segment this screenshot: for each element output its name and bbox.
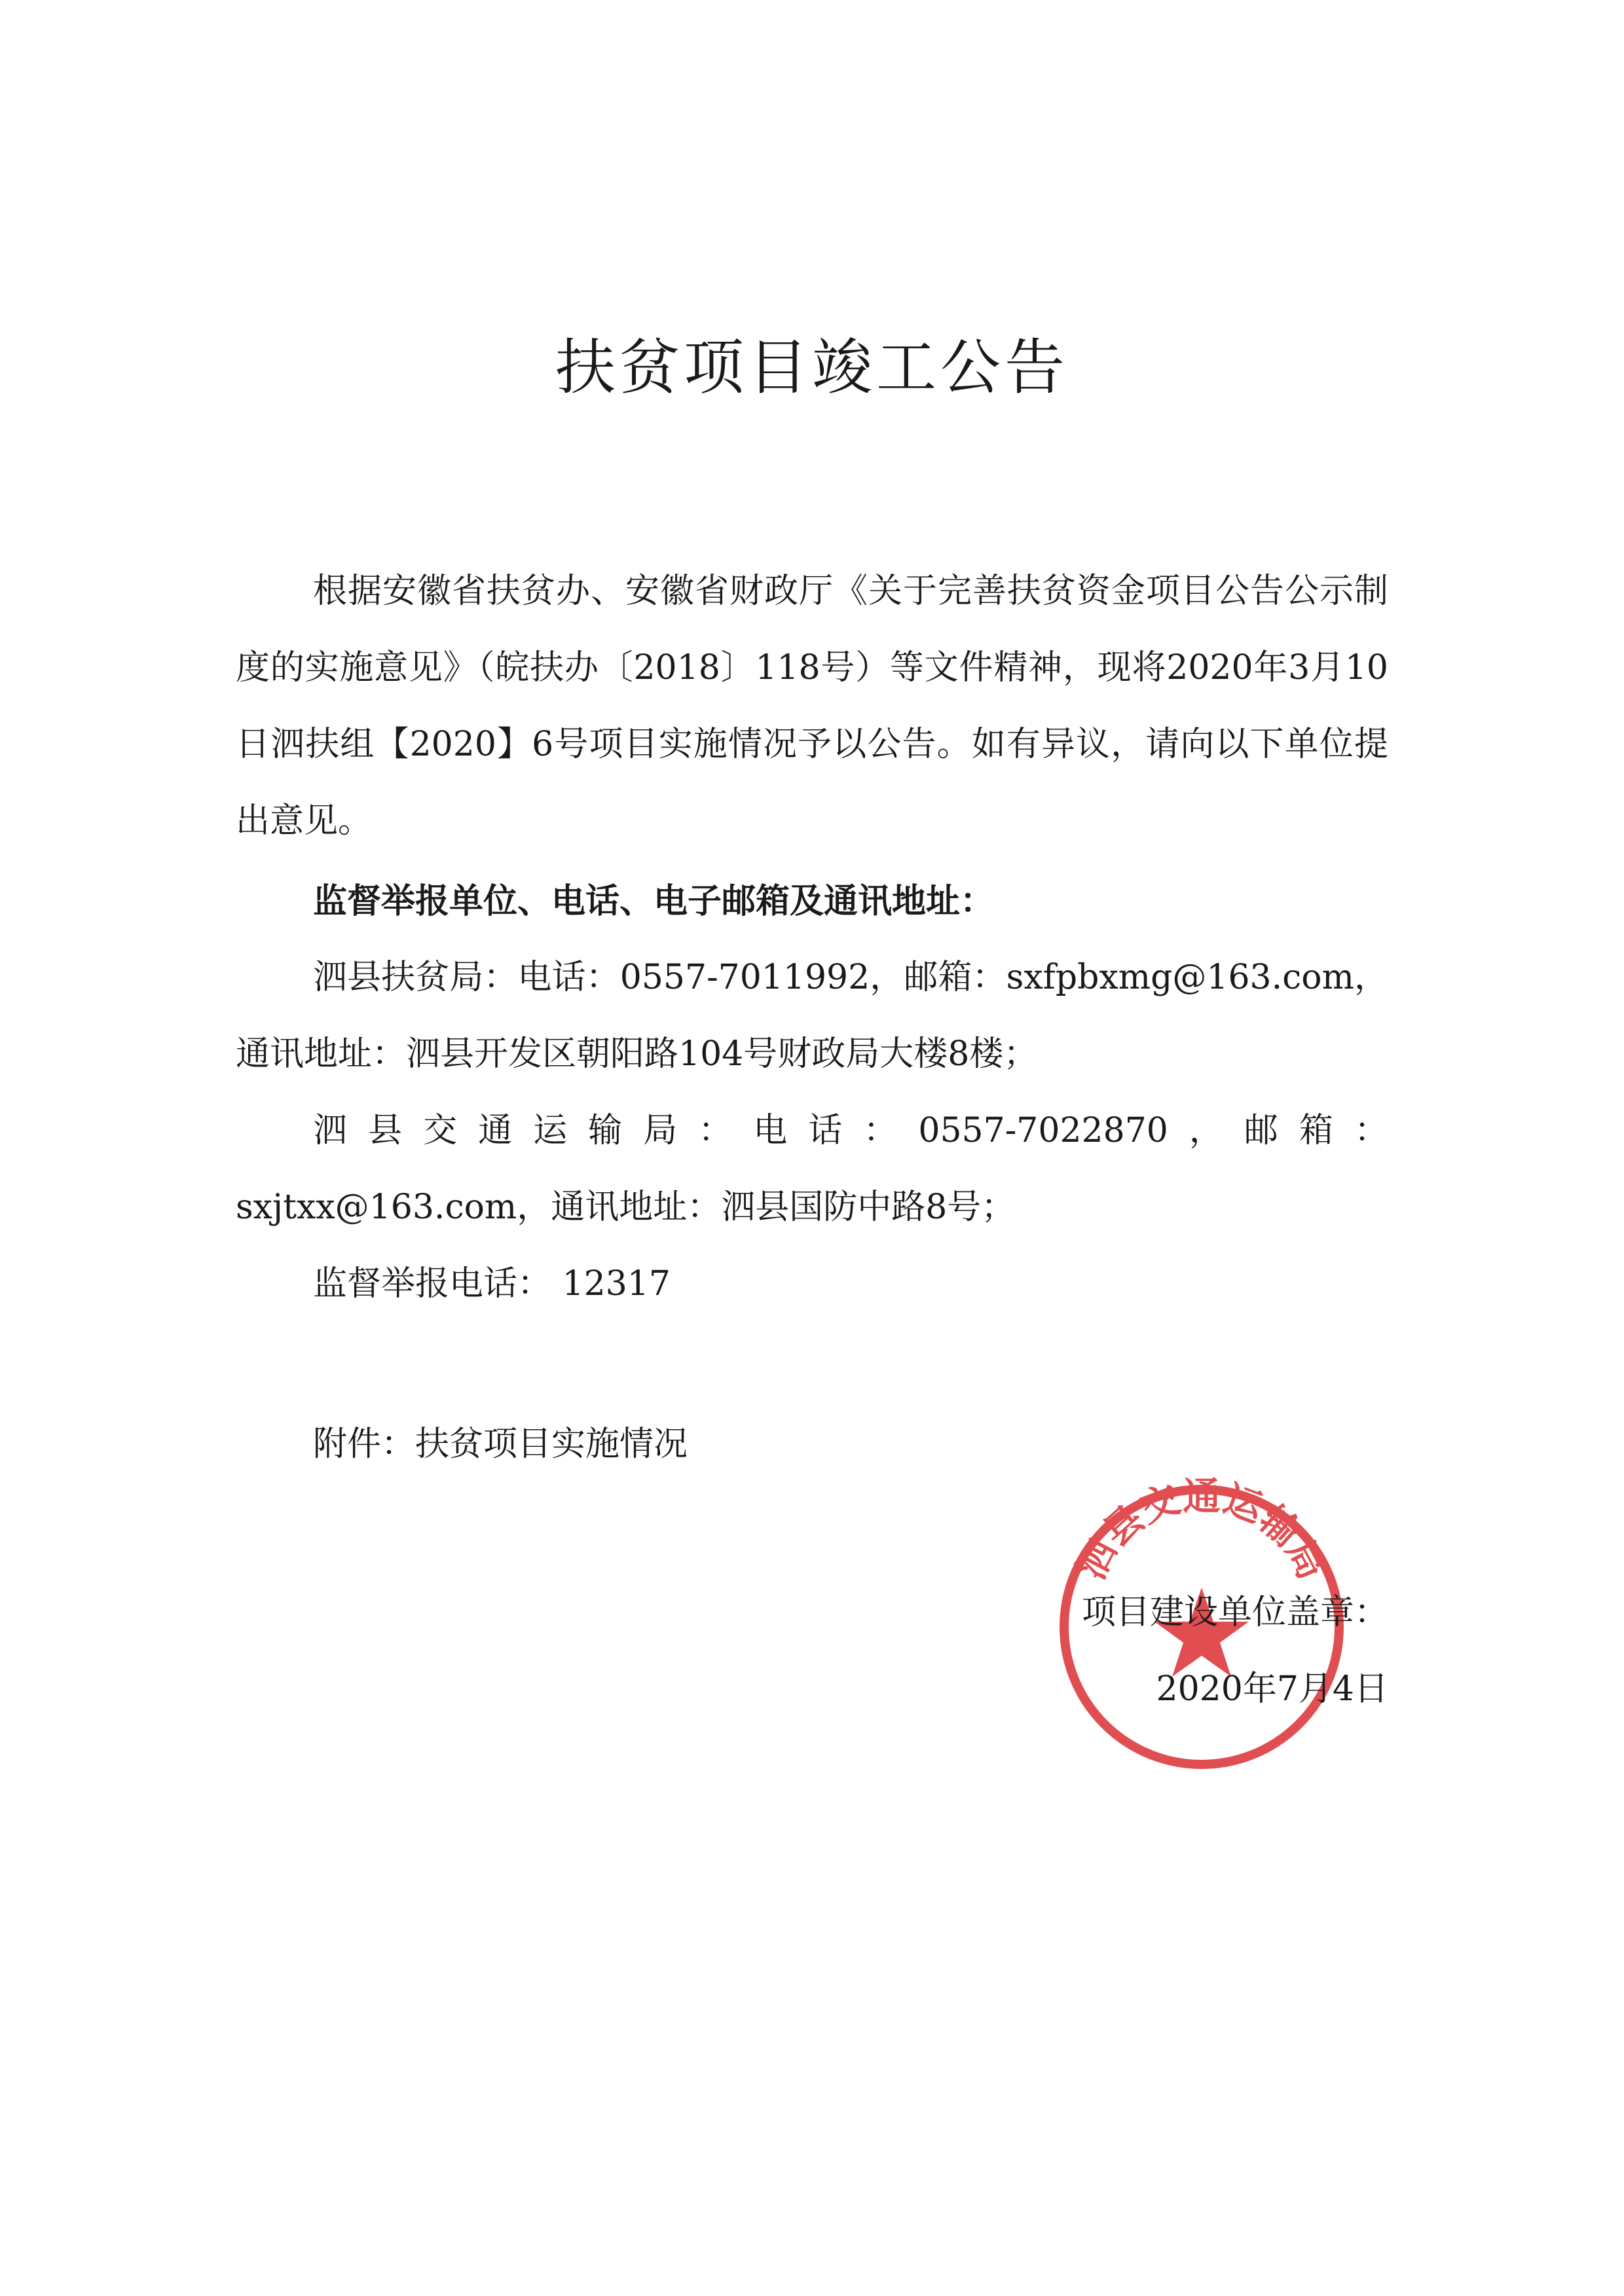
signature-label: 项目建设单位盖章： bbox=[1081, 1593, 1388, 1632]
hotline: 监督举报电话： 12317 bbox=[313, 1264, 671, 1303]
supervision-heading: 监督举报单位、电话、电子邮箱及通讯地址： bbox=[313, 881, 995, 921]
contact-poverty-office: 泗县扶贫局：电话：0557-7011992，邮箱：sxfpbxmg@163.com，通讯地址：泗县开发区朝阳路104号财政局大楼8楼； bbox=[236, 958, 1388, 1074]
seal-text: 泗县交通运输局 bbox=[1068, 1476, 1335, 1587]
intro-paragraph: 根据安徽省扶贫办、安徽省财政厅《关于完善扶贫资金项目公告公示制度的实施意见》（皖扶办〔2018〕118号）等文件精神，现将2020年3月10日泗扶组【2020】6号项目实施情况予以公告。如有异议，请向以下单位提出意见。 bbox=[236, 572, 1388, 841]
attachment-note: 附件：扶贫项目实施情况 bbox=[313, 1425, 688, 1464]
page-title: 扶贫项目竣工公告 bbox=[555, 333, 1069, 403]
signature-date: 2020年7月4日 bbox=[1156, 1669, 1388, 1709]
contact-transport-bureau: 泗县交通运输局：电话：0557-7022870，邮箱：sxjtxx@163.com，通讯地址：泗县国防中路8号； bbox=[236, 1111, 1388, 1227]
